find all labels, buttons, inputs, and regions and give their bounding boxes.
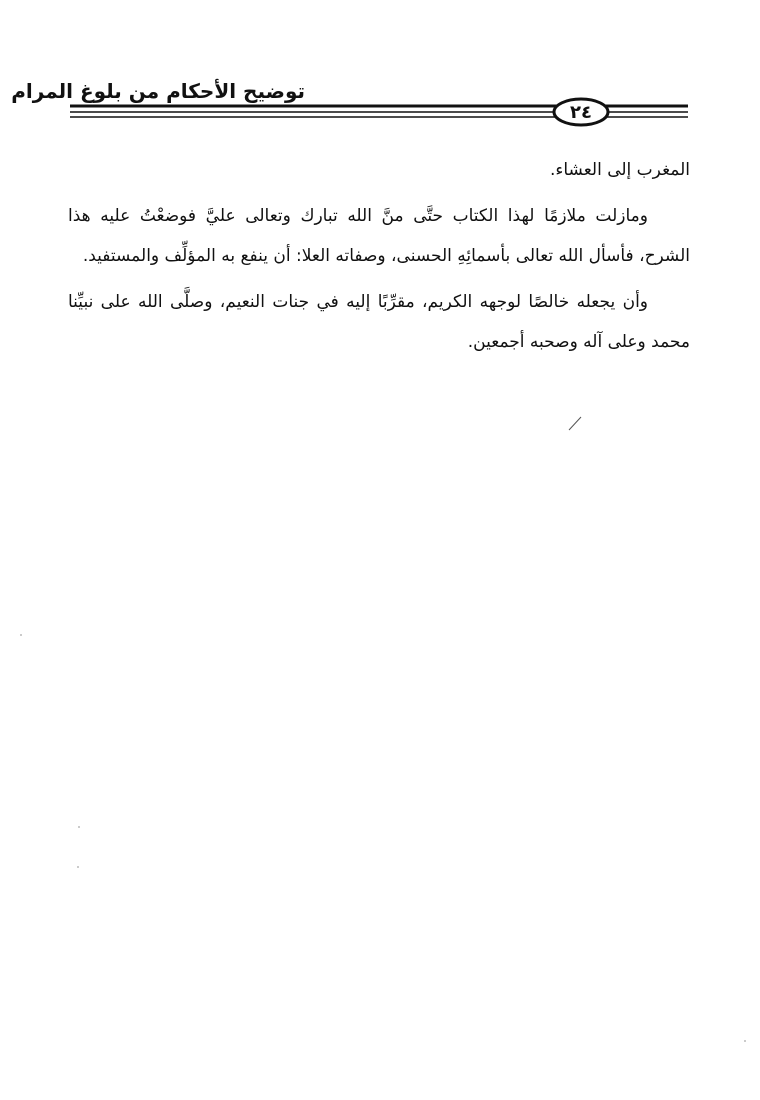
scan-speck — [20, 634, 22, 636]
scan-speck — [744, 1040, 746, 1042]
scan-speck — [78, 826, 80, 828]
paragraph: ومازلت ملازمًا لهذا الكتاب حتَّى منَّ الله تبارك وتعالى عليَّ فوضعْتُ عليه هذا الشرح، فأسأل الله تعالى بأسمائِهِ الحسنى، وصفاته العلا: أن ينفع به المؤلِّف والمستفيد. — [68, 206, 690, 266]
paragraph: المغرب إلى العشاء. — [549, 160, 690, 180]
header-rule — [0, 0, 760, 140]
paragraph: وأن يجعله خالصًا لوجهه الكريم، مقرِّبًا إليه في جنات النعيم، وصلَّى الله على نبيِّنا محمد وعلى آله وصحبه أجمعين. — [68, 292, 690, 352]
scan-speck — [77, 866, 79, 868]
page-number: ٢٤ — [570, 102, 592, 123]
body-text — [68, 150, 690, 362]
running-header-title: توضيح الأحكام من بلوغ المرام — [11, 79, 305, 103]
scan-mark — [565, 405, 595, 435]
